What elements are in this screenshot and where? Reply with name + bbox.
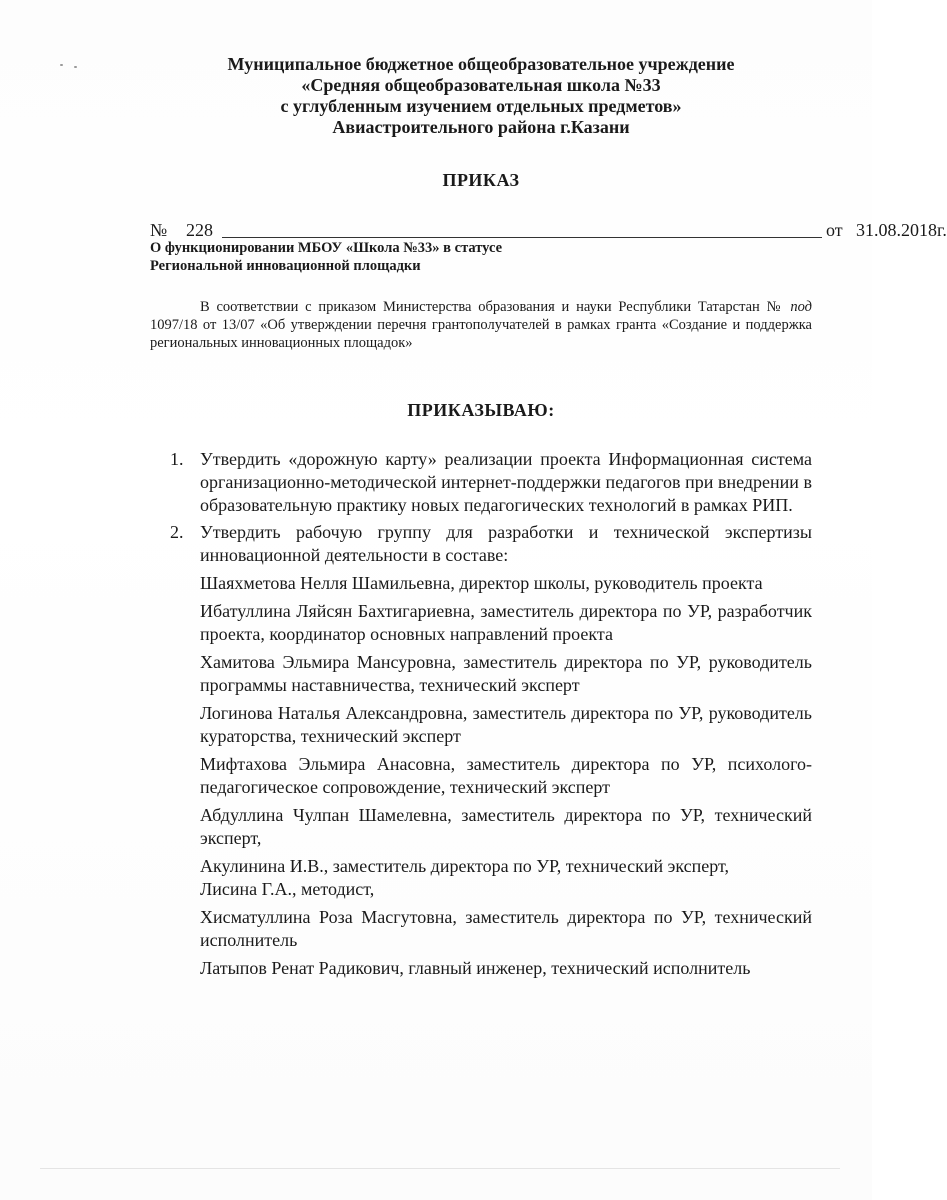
header-line-3: с углубленным изучением отдельных предметов» <box>280 96 682 116</box>
member-entry: Хисматуллина Роза Масгутовна, заместитель директора по УР, технический исполнитель <box>200 907 812 950</box>
order-item-1 <box>160 448 812 517</box>
header-line-2: «Средняя общеобразовательная школа №33 <box>301 75 661 95</box>
preamble-text-2: 1097/18 от 13/07 «Об утверждении перечня грантополучателей в рамках гранта «Создание и поддержка региональных инновационных площадок» <box>150 317 812 351</box>
member-entry: Лисина Г.А., методист, <box>200 879 375 899</box>
item-text: Утвердить рабочую группу для разработки и технической экспертизы инновационной деятельности в составе: <box>200 522 812 565</box>
preamble-italic: под <box>790 299 812 315</box>
member-entry: Шаяхметова Нелля Шамильевна, директор школы, руководитель проекта <box>200 573 763 593</box>
member-entry: Латыпов Ренат Радикович, главный инженер, технический исполнитель <box>200 958 751 978</box>
order-item-2 <box>160 521 812 980</box>
member-entry: Хамитова Эльмира Мансуровна, заместитель директора по УР, руководитель программы наставничества, технический эксперт <box>200 652 812 695</box>
scan-speck <box>74 66 77 68</box>
subject-line-1: О функционировании МБОУ «Школа №33» в статусе <box>150 240 503 256</box>
order-number-label: № <box>150 220 168 240</box>
page-edge-rule <box>40 1168 840 1169</box>
order-date-value: 31.08.2018г. <box>856 220 947 240</box>
document-title: ПРИКАЗ <box>442 170 520 190</box>
header-line-4: Авиастроительного района г.Казани <box>332 117 630 137</box>
member-entry: Логинова Наталья Александровна, заместитель директора по УР, руководитель кураторства, технический эксперт <box>200 703 812 746</box>
member-entry: Ибатуллина Ляйсян Бахтигариевна, заместитель директора по УР, разработчик проекта, координатор основных направлений проекта <box>200 601 812 644</box>
order-items <box>160 448 812 980</box>
item-number: 1. <box>170 449 184 469</box>
scan-speck <box>60 64 63 66</box>
header-line-1: Муниципальное бюджетное общеобразовательное учреждение <box>227 54 735 74</box>
underline-rule <box>222 237 822 238</box>
member-entry: Мифтахова Эльмира Анасовна, заместитель директора по УР, психолого-педагогическое сопровождение, технический эксперт <box>200 754 812 797</box>
member-entry: Абдуллина Чулпан Шамелевна, заместитель директора по УР, технический эксперт, <box>200 805 812 848</box>
command-heading: ПРИКАЗЫВАЮ: <box>407 400 555 420</box>
member-entry: Акулинина И.В., заместитель директора по УР, технический эксперт, <box>200 856 729 876</box>
institution-header <box>150 54 812 138</box>
order-number-value: 228 <box>186 220 213 240</box>
order-subject <box>150 239 650 275</box>
preamble-paragraph <box>150 298 812 352</box>
subject-line-2: Региональной инновационной площадки <box>150 258 421 274</box>
item-text: Утвердить «дорожную карту» реализации проекта Информационная система организационно-методической интернет-поддержки педагогов при внедрении в образовательную практику новых педагогических технологий в рамках РИП. <box>200 449 812 515</box>
preamble-text-1: В соответствии с приказом Министерства образования и науки Республики Татарстан № <box>200 299 791 315</box>
item-number: 2. <box>170 522 184 542</box>
order-date-prefix: от <box>826 220 843 240</box>
